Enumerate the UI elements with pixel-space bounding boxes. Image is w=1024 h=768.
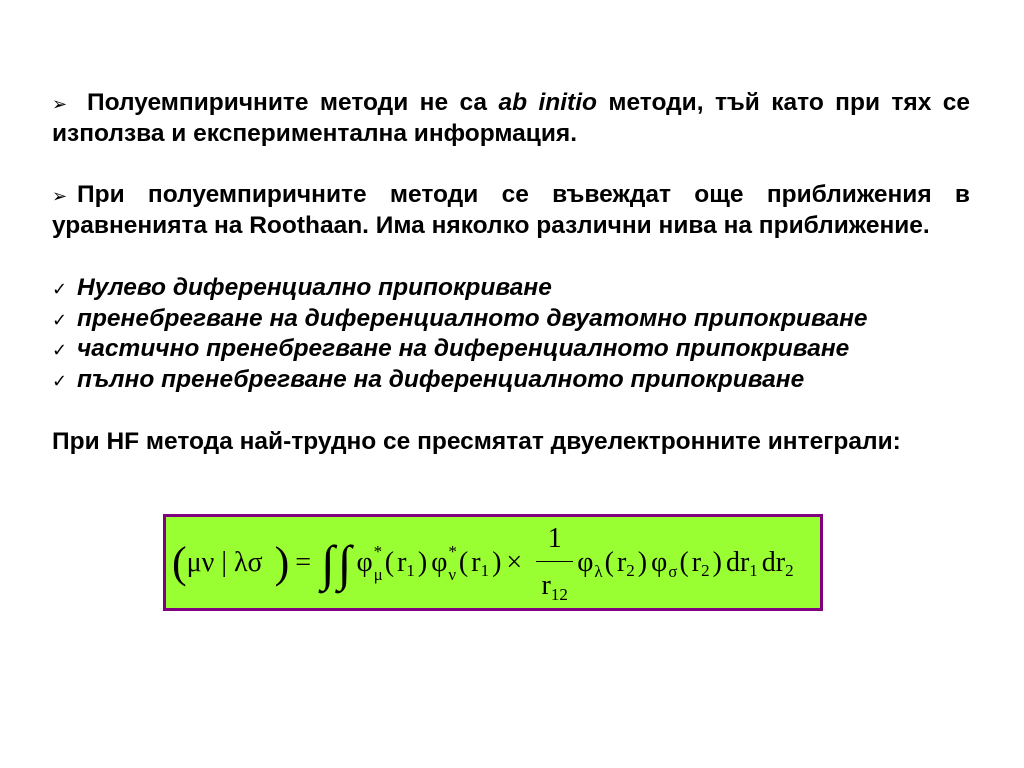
fraction-bar [536,561,573,562]
argument-close-paren: ) [492,546,502,578]
lhs-separator: | [221,546,227,578]
differential-2: dr [761,546,786,578]
times-sign: × [506,546,523,578]
bullet-1-italic-term: ab initio [498,89,597,116]
argument-variable: r [397,546,407,578]
argument-open-paren: ( [384,546,395,578]
two-electron-integral-formula [163,514,823,611]
bullet-2-line-2 [52,211,970,242]
argument-variable: r [616,546,627,578]
phi-nu-symbol: φ [431,546,448,578]
sigma-subscript: σ [668,562,678,581]
approximation-level-text: пълно пренебрегване на диференциалното припокриване [77,366,805,394]
denominator-variable: r [541,570,551,601]
argument-subscript: 2 [626,561,635,580]
argument-open-paren: ( [604,546,614,578]
argument-subscript: 1 [480,561,490,580]
spacer [52,242,970,273]
slide-body [52,88,970,458]
differential-2-subscript: 2 [785,561,794,580]
bullet-2-text-continuation: уравненията на Roothaan. Има няколко различни нива на приближение. [52,212,930,240]
checkmark-icon: ✓ [52,278,68,300]
argument-close-paren: ) [712,546,722,578]
hf-statement [52,427,970,458]
differential-1: dr [725,546,750,578]
argument-open-paren: ( [679,546,689,578]
bullet-2-line-1 [52,180,970,211]
fraction-numerator: 1 [547,523,562,554]
hf-statement-text: При HF метода най-трудно се пресмятат двуелектронните интеграли: [52,427,901,455]
approximation-level-item [52,334,970,365]
conjugate-superscript: * [448,541,457,561]
argument-variable: r [471,546,481,578]
mu-subscript: μ [373,564,383,584]
lhs-lambda-sigma: λσ [233,546,263,578]
phi-sigma-symbol: φ [651,546,668,578]
lhs-mu-nu: μν [186,546,215,578]
checkmark-icon: ✓ [52,371,68,393]
nu-subscript: ν [448,564,457,584]
argument-close-paren: ) [637,546,648,578]
lhs-open-paren: ( [172,537,187,587]
lhs-close-paren: ) [274,537,290,587]
checkmark-icon: ✓ [52,340,68,362]
spacer [52,150,970,181]
bullet-1-text-continuation: използва и експериментална информация. [52,119,578,147]
approximation-level-text: пренебрегване на диференциалното двуатомно припокриване [77,304,868,332]
approximation-level-item [52,273,970,304]
bullet-1-line-1 [52,88,970,119]
approximation-level-item [52,304,970,335]
bullet-1-text-start: Полуемпиричните методи не са [87,89,488,116]
bullet-1-text-end: методи, тъй като при тях се [608,89,970,116]
argument-variable: r [691,546,702,578]
phi-mu-symbol: φ [356,546,373,578]
bullet-2-text-start: При полуемпиричните методи се въвеждат още приближения в [77,181,970,209]
phi-nu-scripts [448,543,457,583]
phi-mu-scripts [374,543,383,583]
spacer [52,396,970,427]
phi-lambda-symbol: φ [577,546,594,578]
lambda-subscript: λ [594,562,603,581]
inverse-distance-fraction [536,523,573,604]
checkmark-icon: ✓ [52,309,68,331]
fraction-denominator [541,570,568,604]
argument-open-paren: ( [458,546,469,578]
approximation-level-text: Нулево диференциално припокриване [77,273,552,301]
arrow-bullet-icon: ➢ [52,94,68,115]
approximation-level-text: частично пренебрегване на диференциалното припокриване [77,335,850,363]
double-integral-sign: ∫∫ [321,534,355,591]
bullet-1-line-2 [52,119,970,150]
conjugate-superscript: * [373,541,383,561]
denominator-subscript: 12 [550,584,568,604]
equals-sign: = [295,546,312,578]
argument-subscript: 1 [406,561,415,580]
argument-close-paren: ) [417,546,428,578]
approximation-level-item [52,365,970,396]
argument-subscript: 2 [701,561,710,580]
arrow-bullet-icon: ➢ [52,186,68,208]
differential-1-subscript: 1 [749,561,758,580]
